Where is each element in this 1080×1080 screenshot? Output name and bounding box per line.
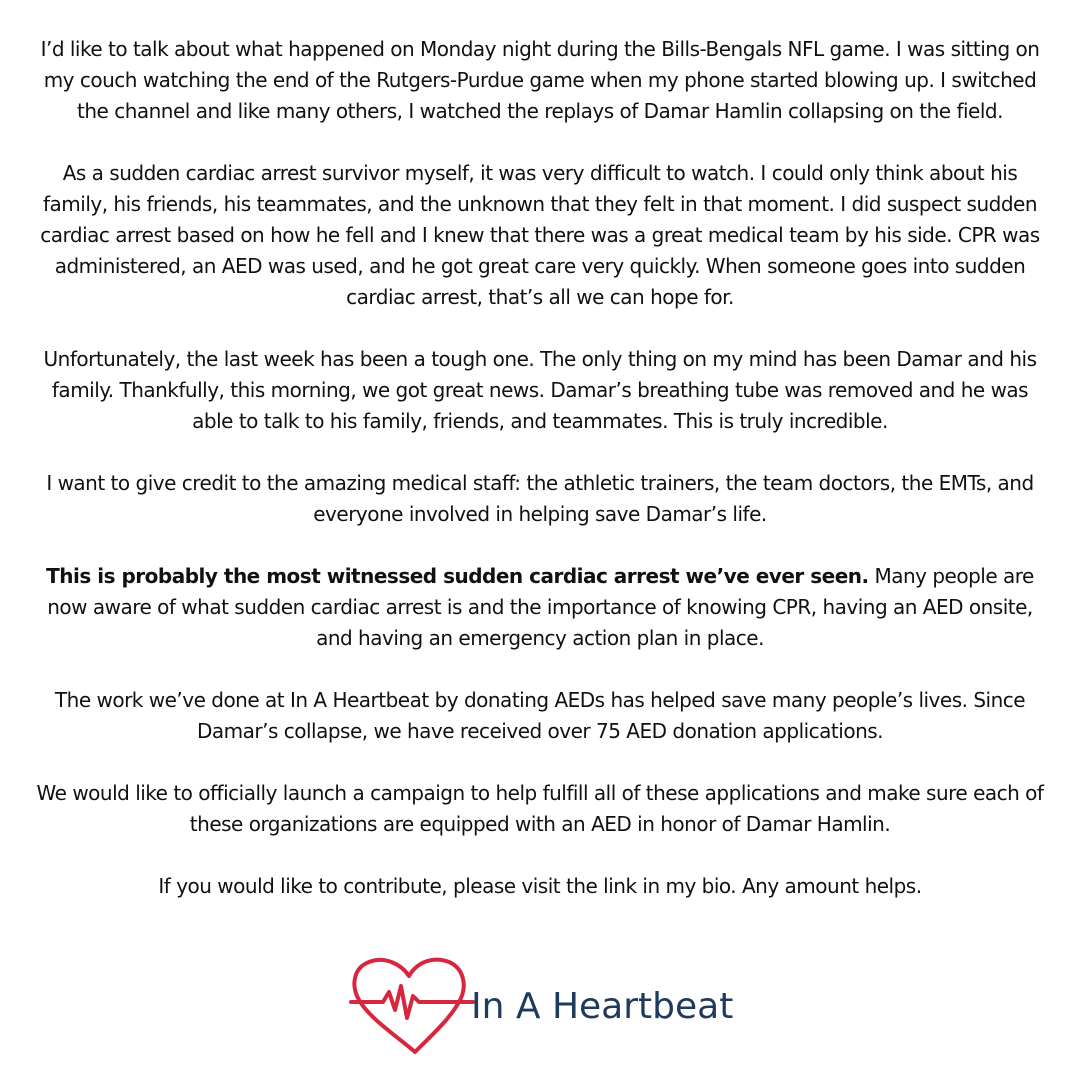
paragraph-6-text: The work we’ve done at In A Heartbeat by donating AEDs has helped save many people’s lives. Since Damar’s collapse, we have received over 75 AED donation applications. xyxy=(54,688,1026,743)
paragraph-8 xyxy=(30,871,1050,902)
heart-heartbeat-icon xyxy=(349,956,477,1056)
paragraph-2 xyxy=(30,158,1050,313)
paragraph-5 xyxy=(30,561,1050,654)
paragraph-5-bold: This is probably the most witnessed sudden cardiac arrest we’ve ever seen. xyxy=(46,564,869,588)
paragraph-3 xyxy=(30,344,1050,437)
paragraph-5-text: Many people are now aware of what sudden cardiac arrest is and the importance of knowing CPR, having an AED onsite, and having an emergency action plan in place. xyxy=(47,564,1034,650)
paragraph-1-text: I’d like to talk about what happened on Monday night during the Bills-Bengals NFL game. I was sitting on my couch watching the end of the Rutgers-Purdue game when my phone started blowing up. I switched the channel and like many others, I watched the replays of Damar Hamlin collapsing on the field. xyxy=(40,37,1040,123)
paragraph-1 xyxy=(30,34,1050,127)
paragraph-8-text: If you would like to contribute, please visit the link in my bio. Any amount helps. xyxy=(158,874,922,898)
in-a-heartbeat-logo xyxy=(349,956,749,1056)
paragraph-4-text: I want to give credit to the amazing medical staff: the athletic trainers, the team doctors, the EMTs, and everyone involved in helping save Damar’s life. xyxy=(46,471,1034,526)
paragraph-7-text: We would like to officially launch a campaign to help fulfill all of these applications and make sure each of these organizations are equipped with an AED in honor of Damar Hamlin. xyxy=(36,781,1044,836)
paragraph-2-text: As a sudden cardiac arrest survivor myself, it was very difficult to watch. I could only think about his family, his friends, his teammates, and the unknown that they felt in that moment. I did suspect sudden cardiac arrest based on how he fell and I knew that there was a great medical team by his side. CPR was administered, an AED was used, and he got great care very quickly. When someone goes into sudden cardiac arrest, that’s all we can hope for. xyxy=(40,161,1040,309)
paragraph-7 xyxy=(30,778,1050,840)
paragraph-4 xyxy=(30,468,1050,530)
paragraph-6 xyxy=(30,685,1050,747)
paragraph-3-text: Unfortunately, the last week has been a tough one. The only thing on my mind has been Damar and his family. Thankfully, this morning, we got great news. Damar’s breathing tube was removed and he was able to talk to his family, friends, and teammates. This is truly incredible. xyxy=(43,347,1037,433)
logo-text: In A Heartbeat xyxy=(471,985,734,1027)
